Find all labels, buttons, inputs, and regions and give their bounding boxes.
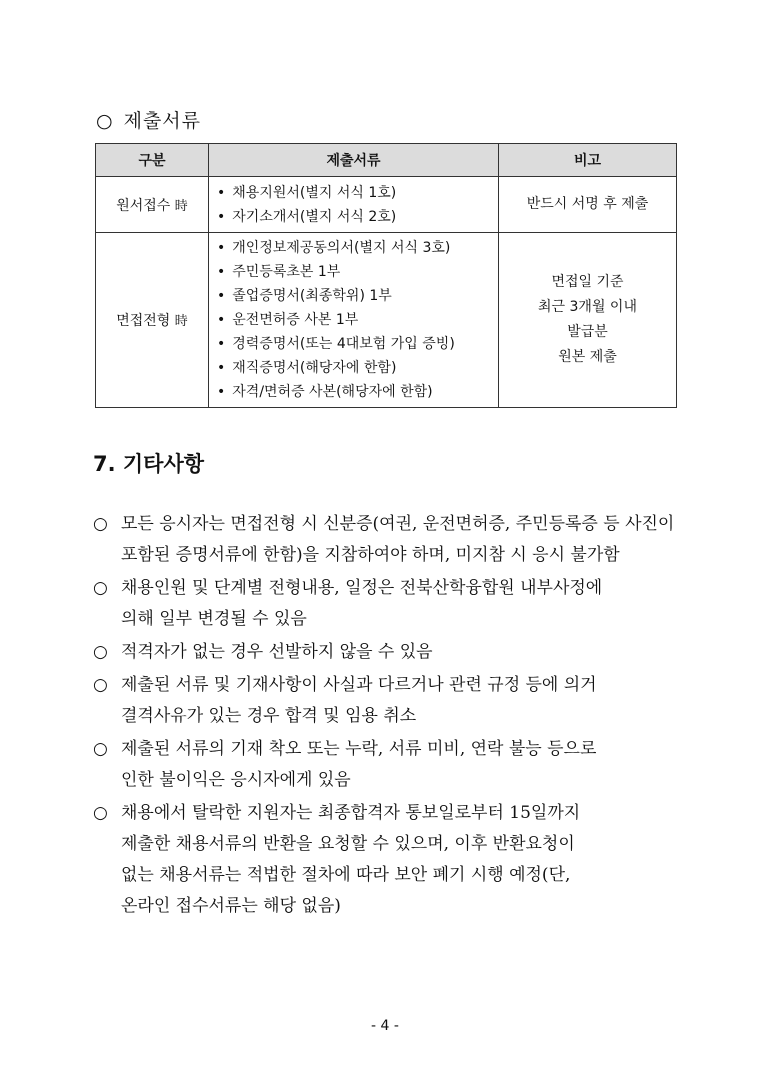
circle-marker: ○ [93,739,108,759]
list-item [217,260,490,284]
item-text-line: 결격사유가 있는 경우 합격 및 임용 취소 [121,706,417,726]
note-line: 반드시 서명 후 제출 [526,196,649,212]
category-suffix: 時 [174,198,188,214]
circle-marker: ○ [93,514,108,534]
circle-marker: ○ [93,803,108,823]
circle-marker: ○ [96,110,114,132]
bullet-icon: • [217,312,226,328]
list-item [217,236,490,260]
row-documents [209,233,499,408]
category-label: 원서접수 [116,197,171,214]
document-name: 졸업증명서(최종학위) 1부 [232,288,392,304]
header-note: 비고 [499,144,677,177]
document-name: 자격/면허증 사본(해당자에 한함) [232,384,433,400]
item-text-line: 포함된 증명서류에 한함)을 지참하여야 하며, 미지참 시 응시 불가함 [121,545,620,565]
document-name: 자기소개서(별지 서식 2호) [232,208,397,225]
table-row [96,233,677,408]
item-text-line: 모든 응시자는 면접전형 시 신분증(여권, 운전면허증, 주민등록증 등 사진이 [121,514,675,534]
section-7-heading: 7. 기타사항 [93,452,205,476]
item-text-line: 제출한 채용서류의 반환을 요청할 수 있으며, 이후 반환요청이 [121,834,575,854]
bullet-icon: • [217,208,226,225]
list-item [93,637,693,668]
submit-docs-table [95,143,677,408]
category-label: 면접전형 [116,313,171,329]
document-name: 채용지원서(별지 서식 1호) [232,184,397,201]
note-line: 면접일 기준 [551,274,624,290]
list-item [217,332,490,356]
document-name: 주민등록초본 1부 [232,264,341,280]
submit-docs-title: 제출서류 [123,110,202,132]
bullet-icon: • [217,360,226,376]
category-suffix: 時 [174,314,188,329]
item-text-line: 없는 채용서류는 적법한 절차에 따라 보안 폐기 시행 예정(단, [121,865,571,885]
item-text-line: 인한 불이익은 응시자에게 있음 [121,770,351,790]
header-documents: 제출서류 [209,144,499,177]
document-name: 경력증명서(또는 4대보험 가입 증빙) [232,336,455,352]
row-documents [209,177,499,233]
table-row [96,177,677,233]
list-item [217,205,490,229]
bullet-icon: • [217,288,226,304]
submit-docs-heading [96,106,201,133]
page-number: - 4 - [371,1018,399,1034]
row-note [499,177,677,233]
list-item [217,284,490,308]
list-item [93,670,693,732]
circle-marker: ○ [93,642,108,662]
bullet-icon: • [217,240,226,256]
bullet-icon: • [217,384,226,400]
document-name: 운전면허증 사본 1부 [232,312,359,328]
list-item [93,734,693,796]
list-item [93,573,693,635]
document-name: 개인정보제공동의서(별지 서식 3호) [232,240,451,256]
list-item [93,509,693,571]
item-text-line: 채용인원 및 단계별 전형내용, 일정은 전북산학융합원 내부사정에 [121,578,603,598]
item-text-line: 의해 일부 변경될 수 있음 [121,609,307,629]
bullet-icon: • [217,184,226,201]
note-line: 최근 3개월 이내 [538,299,637,315]
row-category [96,233,209,408]
etc-list [93,509,693,924]
bullet-icon: • [217,336,226,352]
table-header-row [96,144,677,177]
item-text-line: 제출된 서류의 기재 착오 또는 누락, 서류 미비, 연락 불능 등으로 [121,739,597,759]
list-item [217,356,490,380]
note-line: 원본 제출 [558,349,617,365]
document-name: 재직증명서(해당자에 한함) [232,360,397,376]
list-item [217,380,490,404]
item-text-line: 온라인 접수서류는 해당 없음) [121,896,341,916]
item-text-line: 적격자가 없는 경우 선발하지 않을 수 있음 [121,642,433,662]
note-line: 발급분 [567,324,608,340]
circle-marker: ○ [93,675,108,695]
list-item [217,181,490,205]
item-text-line: 제출된 서류 및 기재사항이 사실과 다르거나 관련 규정 등에 의거 [121,675,597,695]
circle-marker: ○ [93,578,108,598]
list-item [93,798,693,922]
header-category: 구분 [96,144,209,177]
row-category [96,177,209,233]
list-item [217,308,490,332]
row-note [499,233,677,408]
item-text-line: 채용에서 탈락한 지원자는 최종합격자 통보일로부터 15일까지 [121,803,581,823]
bullet-icon: • [217,264,226,280]
